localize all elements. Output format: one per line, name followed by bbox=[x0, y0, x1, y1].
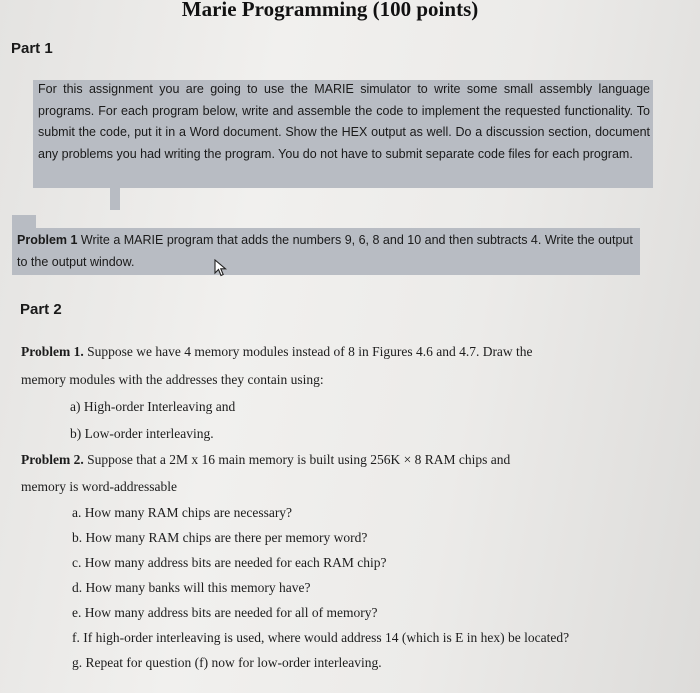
part2-problem2-line: memory is word-addressable bbox=[21, 479, 177, 494]
list-item: a. How many RAM chips are necessary? bbox=[72, 505, 293, 520]
mouse-pointer-icon bbox=[214, 259, 228, 277]
list-item: b) Low-order interleaving. bbox=[70, 426, 214, 441]
part2-problem2-line: Problem 2. Suppose that a 2M x 16 main memory is built using 256K × 8 RAM chips and bbox=[21, 452, 511, 467]
highlight-fragment bbox=[110, 186, 120, 210]
list-item: e. How many address bits are needed for all of memory? bbox=[72, 605, 378, 620]
problem-label: Problem 1. bbox=[21, 344, 84, 359]
document-title: Marie Programming (100 points) bbox=[181, 0, 479, 21]
part1-problem1 bbox=[17, 229, 642, 273]
assignment-instructions: For this assignment you are going to use the MARIE simulator to write some small assembly language programs. For each program below, write and assemble the code to implement the requested functionality. To submit the code, put it in a Word document. Show the HEX output as well. Do a discussion section, document any problems you had writing the program. You do not have to submit separate code files for each program. bbox=[38, 82, 650, 161]
list-item: c. How many address bits are needed for each RAM chip? bbox=[72, 555, 387, 570]
part1-heading: Part 1 bbox=[11, 40, 53, 57]
highlight-fragment bbox=[12, 215, 36, 229]
list-item: b. How many RAM chips are there per memory word? bbox=[72, 530, 368, 545]
list-item: f. If high-order interleaving is used, where would address 14 (which is E in hex) be located? bbox=[72, 630, 570, 645]
list-item: d. How many banks will this memory have? bbox=[72, 580, 311, 595]
part2-heading: Part 2 bbox=[20, 301, 62, 318]
list-item: a) High-order Interleaving and bbox=[70, 399, 236, 414]
list-item: g. Repeat for question (f) now for low-order interleaving. bbox=[72, 655, 382, 670]
problem-label: Problem 2. bbox=[21, 452, 84, 467]
part2-problem1-line: Problem 1. Suppose we have 4 memory modules instead of 8 in Figures 4.6 and 4.7. Draw the bbox=[21, 344, 533, 359]
part2-problem1-line: memory modules with the addresses they contain using: bbox=[21, 372, 324, 387]
problem-text: Write a MARIE program that adds the numbers 9, 6, 8 and 10 and then subtracts 4. Write the output to the output window. bbox=[17, 233, 633, 269]
problem-label: Problem 1 bbox=[17, 233, 78, 247]
